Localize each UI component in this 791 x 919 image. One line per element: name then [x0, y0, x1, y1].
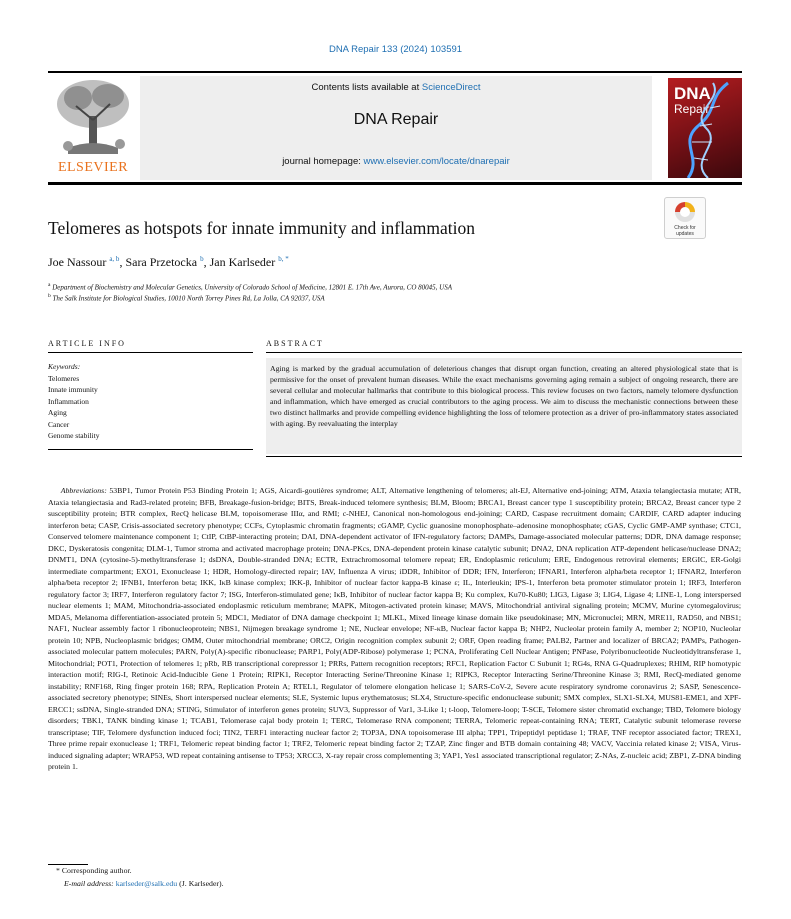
- keyword-item: Genome stability: [48, 431, 100, 441]
- abstract-text: Aging is marked by the gradual accumulation of deleterious changes that disrupt organ function, creating an altered physiological state that is permissive for the onset of prevalent human diseases. While the exact mechanisms governing aging remain a subject of ongoing research, there are several cellular and molecular hallmarks that contribute to this biological process. This review focuses on two factors, namely telomere dysfunction and inflammation, which have emerged as crucial contributors to the aging process. We aim to discuss the mechanistic connections between these two distinct hallmarks and provide compelling evidence highlighting the loss of telomere protection as a driver of pro-inflammatory states associated with aging. By reevaluating the interplay: [270, 364, 738, 429]
- article-title: Telomeres as hotspots for innate immunity and inflammation: [48, 218, 475, 238]
- affiliation-text: The Salk Institute for Biological Studies, 10010 North Torrey Pines Rd, La Jolla, CA 92037, USA: [52, 294, 325, 303]
- journal-citation[interactable]: [0, 44, 791, 55]
- header-bottom-rule: [48, 182, 742, 185]
- keyword-item: Aging: [48, 408, 67, 418]
- abstract-bottom-rule: [266, 456, 742, 457]
- keyword-list: [48, 373, 99, 441]
- author-affiliation-mark[interactable]: b: [200, 255, 204, 263]
- email-footnote: [64, 879, 224, 888]
- abbreviations-paragraph: [48, 485, 741, 773]
- check-updates-label: Check for updates: [674, 225, 696, 237]
- sciencedirect-link[interactable]: ScienceDirect: [421, 82, 481, 93]
- abstract-box: [266, 358, 742, 454]
- affiliation-mark: b: [48, 293, 51, 299]
- author-list: [48, 255, 289, 270]
- author-separator: ,: [203, 255, 210, 269]
- keyword-item: Telomeres: [48, 374, 80, 383]
- author-name[interactable]: Sara Przetocka: [125, 255, 198, 269]
- abbreviations-text: 53BP1, Tumor Protein P53 Binding Protein 1; AGS, Aicardi-goutières syndrome; ALT, Alternative lengthening of telomeres; alt-EJ, Alternative end-joining; ATM, Ataxia telangiectasia mutate; ATR, Ataxia telangiectasia and Rad3-related protein; BFB, Breakage-fusion-bridge; BITS, Break-induced telomere synthesis; BLM, Bloom; BRCA1, Breast cancer type 1 susceptibility protein; BRCA2, Breast cancer type 2 susceptibility protein; BTR complex, RecQ helicase BLM, topoisomerase IIIα, and RMI; c-NHEJ, Canonical non-homologous end-joining; CARD, Caspase recruitment domain; CARDIF, CARD adapter inducing interferon beta; CASP, Crisis-associated secretory phenotype; CCFs, Cytoplasmic chromatin fragments; cGAMP, Cyclic guanosine monophosphate–adenosine monophosphate; cGAS, Cyclic GMP-AMP synthase; CTC1, Conserved telomere maintenance component 1; CtIP, CtBP-interacting protein; DAI, DNA-dependent activator of IFN-regulatory factors; DAMPs, Damage-associated molecular patterns; DDR, DNA damage response; DKC, Dyskeratosis congenita; DLM-1, Tumor stroma and activated macrophage protein; DNA-PKcs, DNA-dependent protein kinase catalytic subunit; DNA2, DNA replication ATP-dependent helicase/nuclease DNA2; DNMT1, DNA (cytosine-5)-methyltransferase 1; dsDNA, Double-stranded DNA; ECTR, Extrachromosomal telomere repeat; ER, Endoplasmic reticulum; ERE, Endogenous retroviral elements; ERGIC, ER-Golgi intermediate compartment; EXO1, Exonuclease 1; HDR, Homology-directed repair; IAV, Influenza A virus; iDDR, Inhibitor of DDR; IFN, Interferon; IFNAR1, Interferon alpha/beta receptor 1; IFNAR2, Interferon alpha/beta receptor 2; IFNB1, Interferon beta; IKK, IκB kinase complex; IKK-β, Inhibitor of nuclear factor kappa-B kinase ε; IL, Interleukin; IPS-1, Interferon beta promoter stimulator protein 1; IRF3, Interferon regulatory factor 3; IRF7, Interferon regulatory factor 7; ISG, Interferon-stimulated gene; IκB, Inhibitor of nuclear factor kappa B; Ku complex, Ku70-Ku80; LIG3, Ligase 3; LIG4, Ligase 4; LINE-1, Long interspersed nuclear elements 1; MAM, Mitochondria-associated endoplasmic reticulum membrane; MAPK, Mitogen-activated protein kinase; MAVS, Mitochondrial antiviral signaling protein; MCMV, Murine cytomegalovirus; MDA5, Melanoma differentiation-associated protein 5; MDC1, Mediator of DNA damage checkpoint 1; MLKL, Mixed lineage kinase domain like pseudokinase; MN, Micronuclei; MRN, MRE11, RAD50, and NBS1; NAF1, Nuclear assembly factor 1 ribonucleoprotein; NBS1, Nijmegen breakage syndrome 1; NE, Nuclear envelope; NF-κB, Nuclear factor kappa B; NHP2, Nucleolar protein family A, member 2; NOP10, Nucleolar protein 10; NPB, Nucleoplasmic bridges; OMM, Outer mitochondrial membrane; ORC2, Origin recognition complex subunit 2; ORF, Open reading frame; PALB2, Partner and localizer of BRCA2; PAMPs, Pathogen-associated molecular pattern molecules; PARN, Poly(A)-specific ribonuclease; PARP1, Poly(ADP-Ribose) polymerase 1; PCNA, Proliferating Cell Nuclear Antigen; PNPase, Polyribonucleotide Nucleotidyltransferase 1, Mitochondrial; POT1, Protection of telomeres 1; pRb, RB transcriptional corepressor 1; PRRs, Pattern recognition receptors; RFC1, Replication Factor C Subunit 1; RG4s, RNA G-Quadruplexes; RHIM, RIP homotypic interaction motif; RIG-I, Retinoic Acid-Inducible Gene 1 Protein; RIPK1, Receptor Interacting Serine/Threonine Kinase 1; RIPK3, Receptor Interacting Serine/Threonine Kinase 3; RMI, RecQ-mediated genome instability; RNF168, Ring finger protein 168; RPA, Replication Protein A; RTEL1, Regulator of telomere elongation helicase 1; SARS-CoV-2, Severe acute respiratory syndrome coronavirus 2; SASP, Senescence-associated secretory phenotype; SINEs, Short interspersed nuclear elements; SLE, Systemic lupus erythematosus; SLX4, Structure-specific endonuclease subunit; SMX complex, SLX1-SLX4, MUS81-EME1, and XPF-ERCC1; ssDNA, Single-stranded DNA; STING, Stimulator of interferon genes protein; SUV3, Suppressor of Var1, 3-Like 1; t-loop, Telomere-loop; T-SCE, Telomere sister chromatid exchange; TBD, Telomere biology disorders; TBK1, TANK binding kinase 1; TCAB1, Telomerase cajal body protein 1; TERC, Telomerase RNA component; TERRA, Telomeric repeat-containing RNA; TERT, Catalytic subunit telomerase reverse transcriptase; TIF, Telomere dysfunction induced foci; TIN2, TERF1 interacting nuclear factor 2; TOP3A, DNA topoisomerase III alpha; TPP1, Tripeptidyl peptidase 1; TRAF, TNF receptor associated factor; TREX1, Three prime repair exonuclease 1; TRF1, Telomeric repeat binding factor 1; TRF2, Telomeric repeat binding factor 2; TZAP, Zinc finger and BTB domain containing 48; VACV, Vaccinia related kinase 2; VISA, Virus-induced signaling adapter; WRAP53, WD repeat containing antisense to TP53; XRCC3, X-ray repair cross complementing 3; YAP1, Yes1 associated transcriptional regulator; Z-NAs, Z-nucleic acid; ZBP1, Z-DNA binding protein 1.: [48, 486, 742, 771]
- affiliation-text: Department of Biochemistry and Molecular Genetics, University of Colorado School of Medicine, 12801 E. 17th Ave, Aurora, CO 80045, USA: [52, 283, 452, 292]
- author-affiliation-mark[interactable]: b, *: [278, 255, 289, 263]
- header-top-rule: [48, 71, 742, 73]
- cover-title-repair: Repair: [674, 102, 710, 116]
- article-info-rule: [48, 352, 253, 353]
- keywords-label: Keywords:: [48, 362, 81, 371]
- keyword-item: Cancer: [48, 419, 70, 429]
- journal-title: DNA Repair: [353, 111, 439, 128]
- email-link[interactable]: karlseder@salk.edu: [115, 879, 178, 888]
- elsevier-tree-logo: [48, 76, 138, 180]
- author-affiliation-mark[interactable]: a, b: [109, 255, 120, 263]
- cover-title-dna: DNA: [674, 84, 711, 103]
- homepage-line: [140, 156, 652, 167]
- email-label: E-mail address:: [64, 879, 116, 888]
- author-name[interactable]: Jan Karlseder: [209, 255, 276, 269]
- affiliation-a: [48, 282, 452, 291]
- abstract-heading: ABSTRACT: [266, 339, 324, 348]
- email-suffix: (J. Karlseder).: [177, 879, 224, 888]
- footnote-rule: [48, 864, 88, 865]
- citation-link[interactable]: DNA Repair 133 (2024) 103591: [328, 44, 463, 55]
- corresponding-author-note: * Corresponding author.: [56, 866, 132, 875]
- affiliation-b: [48, 293, 325, 302]
- affiliation-mark: a: [48, 282, 51, 288]
- journal-cover-image[interactable]: [668, 78, 742, 178]
- author-name[interactable]: Joe Nassour: [48, 255, 107, 269]
- keywords-bottom-rule: [48, 449, 253, 450]
- abstract-top-rule: [266, 352, 742, 353]
- check-updates-icon: [665, 198, 705, 228]
- journal-header: [48, 76, 742, 180]
- dna-helix-icon: [668, 78, 742, 178]
- homepage-link[interactable]: www.elsevier.com/locate/dnarepair: [363, 156, 510, 167]
- author-separator: ,: [119, 255, 126, 269]
- keyword-item: Innate immunity: [48, 385, 98, 395]
- article-info-heading: ARTICLE INFO: [48, 339, 126, 348]
- elsevier-tree-icon: [48, 76, 138, 156]
- homepage-prefix: journal homepage:: [282, 156, 364, 167]
- keyword-item: Inflammation: [48, 396, 89, 406]
- contents-line: [140, 82, 652, 93]
- journal-info-band: [140, 76, 652, 180]
- abbreviations-label: Abbreviations:: [60, 486, 107, 495]
- contents-prefix: Contents lists available at: [311, 82, 422, 93]
- check-for-updates-badge[interactable]: [664, 197, 706, 239]
- publisher-wordmark: ELSEVIER: [57, 160, 129, 175]
